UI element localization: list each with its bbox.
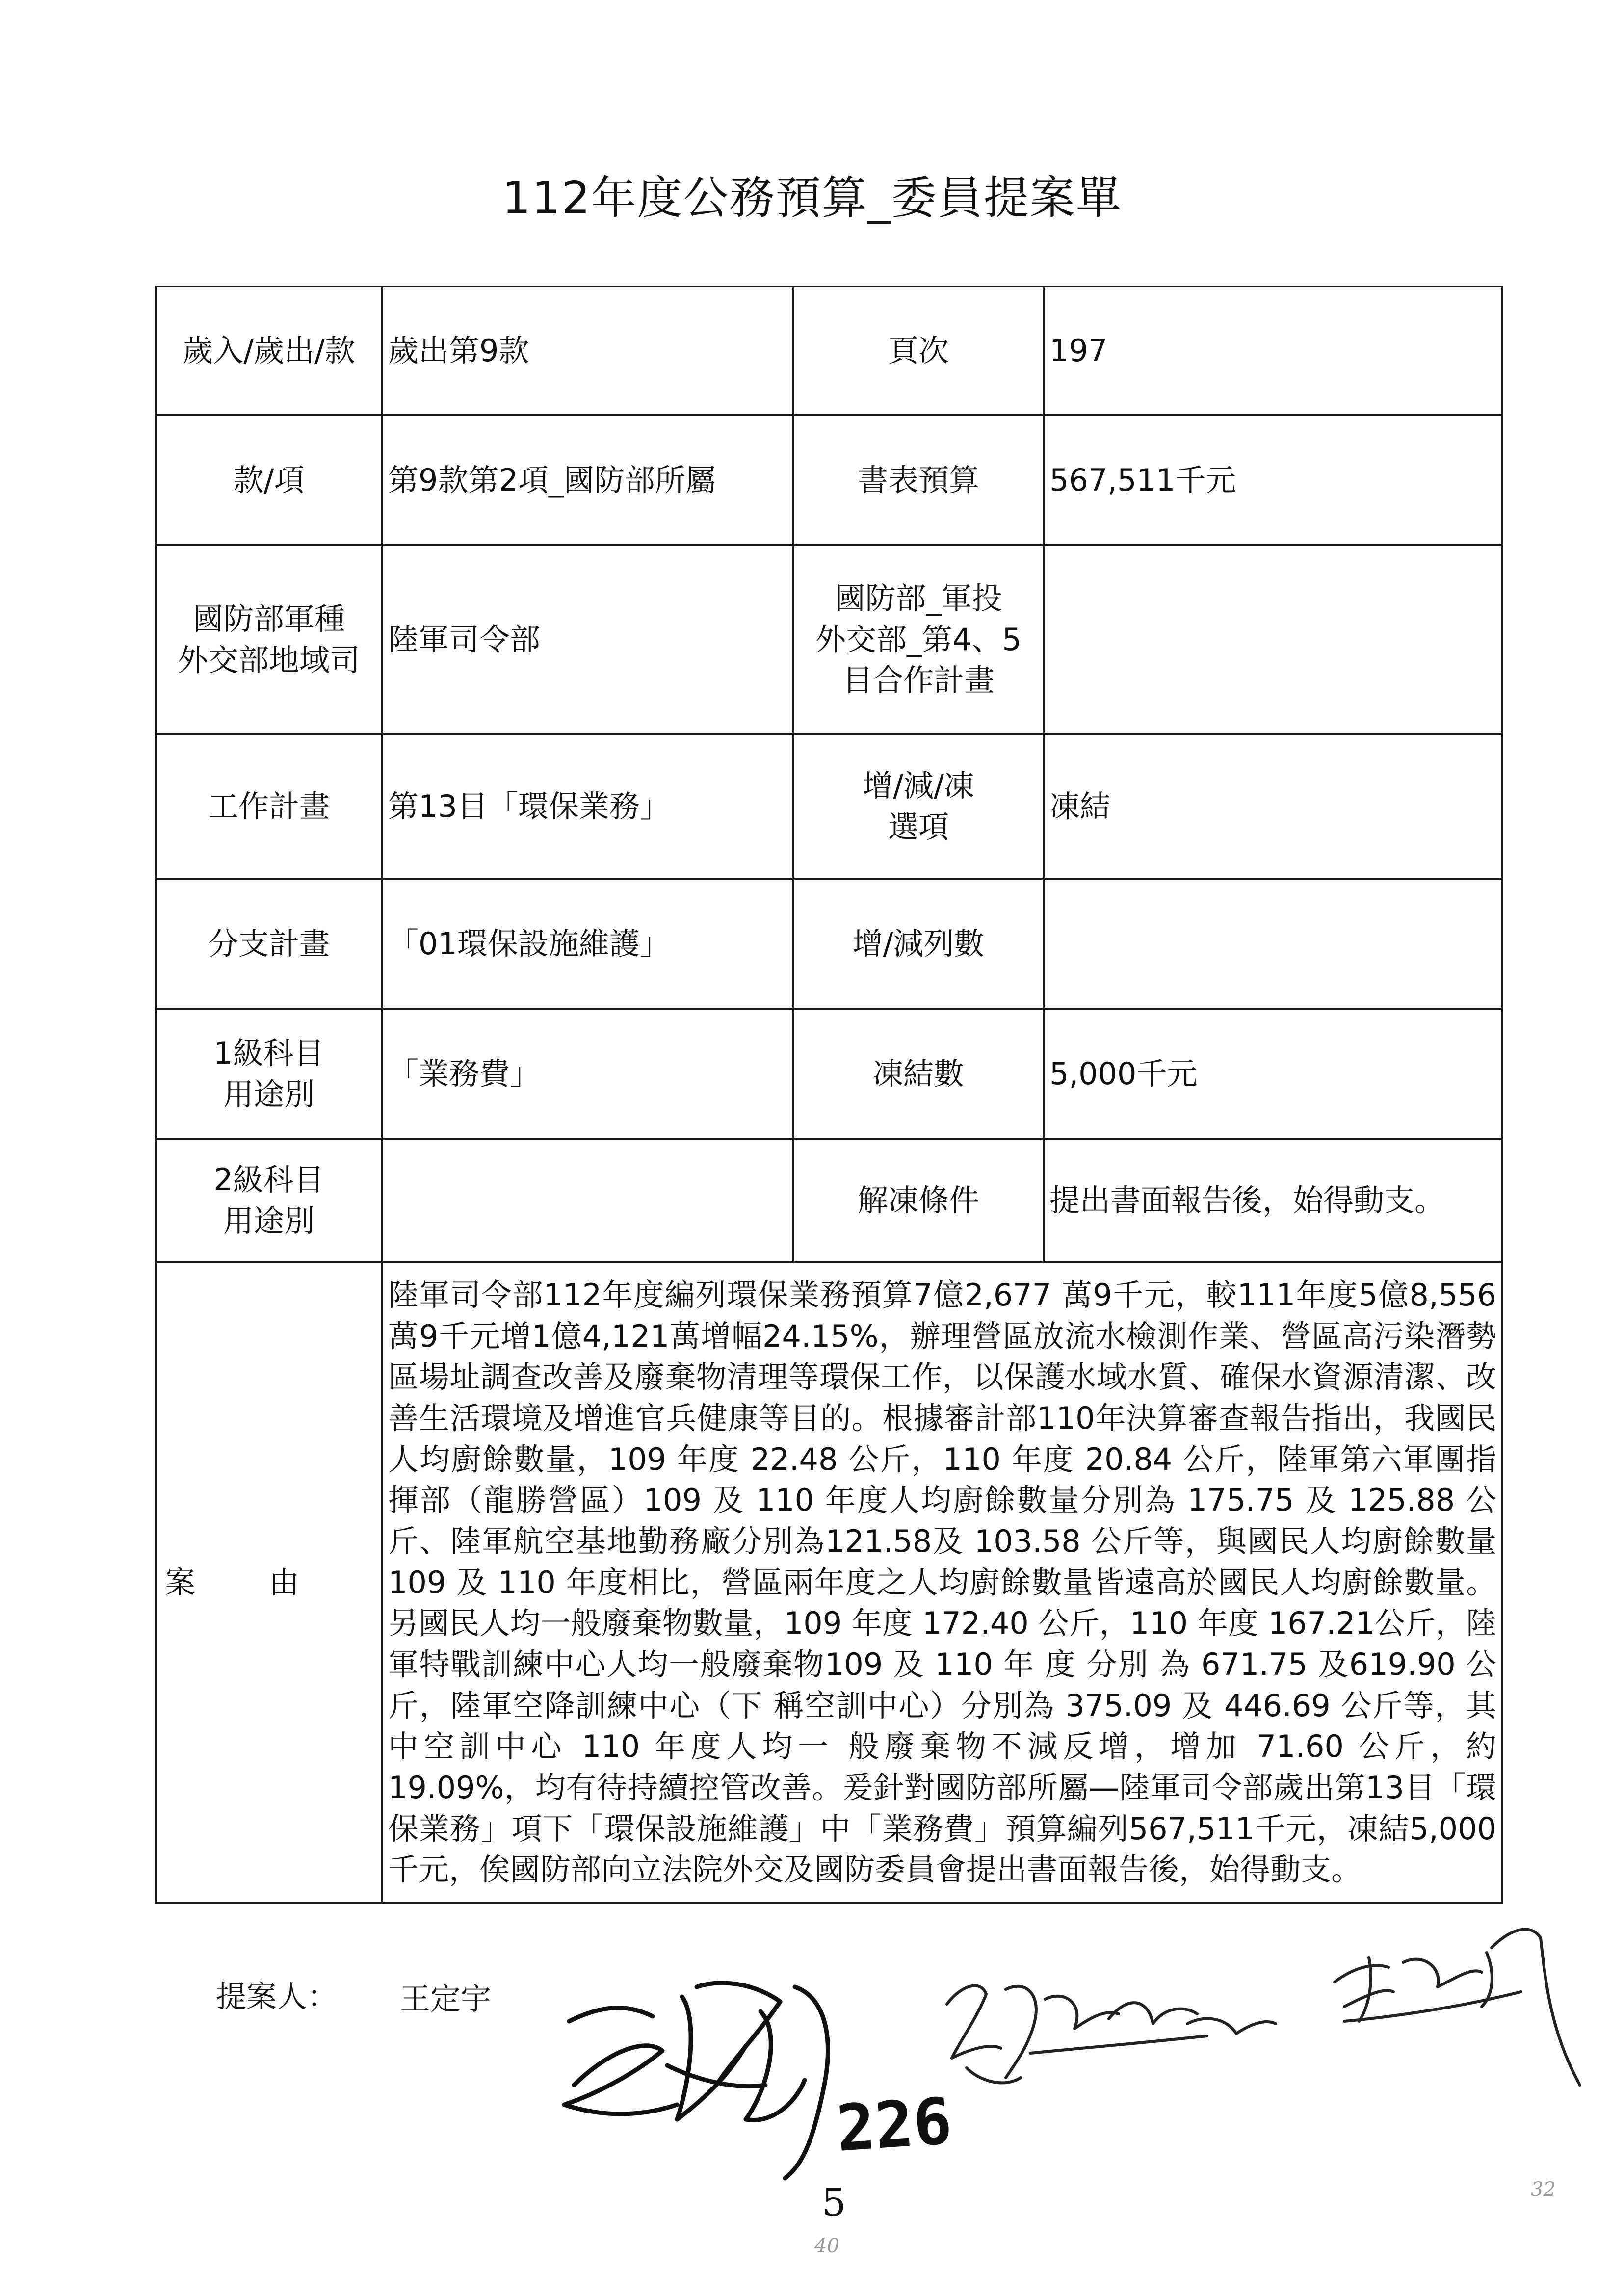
- field-label-line: 外交部_第4、5: [815, 621, 1022, 657]
- field-value: 提出書面報告後，始得動支。: [1044, 1139, 1502, 1262]
- reason-label: 案由: [156, 1262, 382, 1903]
- form-row: [156, 1139, 1502, 1262]
- field-value: [382, 1139, 793, 1262]
- field-value: 第13目「環保業務」: [382, 734, 793, 879]
- field-label-line: 目合作計畫: [842, 662, 995, 699]
- field-value: 「業務費」: [382, 1009, 793, 1139]
- proposal-form-table: [155, 286, 1503, 1904]
- field-label-line: 國防部軍種: [192, 600, 345, 637]
- field-label: [793, 545, 1044, 734]
- bottom-margin-mark: 40: [814, 2235, 839, 2257]
- field-label-line: 選項: [888, 809, 949, 845]
- field-label-line: 外交部地域司: [177, 642, 360, 678]
- field-label-line: 1級科目: [213, 1035, 324, 1071]
- form-row: [156, 287, 1502, 415]
- field-label: [156, 1139, 382, 1262]
- field-label: 分支計畫: [156, 879, 382, 1009]
- proposer-name: 王定宇: [400, 1981, 492, 2017]
- field-label: 解凍條件: [793, 1139, 1044, 1262]
- field-value: [1044, 545, 1502, 734]
- field-label-line: 用途別: [223, 1076, 314, 1112]
- reason-text: 陸軍司令部112年度編列環保業務預算7億2,677 萬9千元，較111年度5億8,556萬9千元增1億4,121萬增幅24.15%，辦理營區放流水檢測作業、營區高污染潛勢區場址調查改善及廢棄物清理等環保工作，以保護水域水質、確保水資源清潔、改善生活環境及增進官兵健康等目的。根據審計部110年決算審查報告指出，我國民人均廚餘數量，109 年度 22.48 公斤，110 年度 20.84 公斤，陸軍第六軍團指揮部（龍勝營區）109 及 110 年度人均廚餘數量分別為 175.75 及 125.88 公斤、陸軍航空基地勤務廠分別為121.58及 103.58 公斤等，與國民人均廚餘數量 109 及 110 年度相比，營區兩年度之人均廚餘數量皆遠高於國民人均廚餘數量。另國民人均一般廢棄物數量，109 年度 172.40 公斤，110 年度 167.21公斤，陸軍特戰訓練中心人均一般廢棄物109 及 110 年 度 分別 為 671.75 及619.90 公斤，陸軍空降訓練中心（下 稱空訓中心）分別為 375.09 及 446.69 公斤等，其中空訓中心 110 年度人均一 般廢棄物不減反增，增加 71.60 公斤，約 19.09%，均有待持續控管改善。爰針對國防部所屬—陸軍司令部歲出第13目「環保業務」項下「環保設施維護」中「業務費」預算編列567,511千元，凍結5,000千元，俟國防部向立法院外交及國防委員會提出書面報告後，始得動支。: [382, 1262, 1502, 1903]
- field-label: 工作計畫: [156, 734, 382, 879]
- signature-1: [550, 1957, 864, 2188]
- field-value: 第9款第2項_國防部所屬: [382, 415, 793, 545]
- right-margin-mark: 32: [1531, 2178, 1556, 2201]
- page-title: 112年度公務預算_委員提案單: [502, 172, 1122, 224]
- field-value: 凍結: [1044, 734, 1502, 879]
- field-value: 197: [1044, 287, 1502, 415]
- field-value: 「01環保設施維護」: [382, 879, 793, 1009]
- field-label: 頁次: [793, 287, 1044, 415]
- field-label: [793, 734, 1044, 879]
- signature-2: [932, 1950, 1285, 2102]
- field-label: 書表預算: [793, 415, 1044, 545]
- field-value: 歲出第9款: [382, 287, 793, 415]
- form-row: [156, 879, 1502, 1009]
- field-label-line: 增/減/凍: [863, 767, 974, 804]
- field-label: [156, 545, 382, 734]
- field-label: [156, 1009, 382, 1139]
- field-value: [1044, 879, 1502, 1009]
- form-row: [156, 1009, 1502, 1139]
- proposer-label: 提案人：: [216, 1979, 338, 2014]
- field-label-line: 國防部_軍投: [835, 580, 1002, 616]
- field-label-line: 用途別: [223, 1203, 314, 1239]
- field-value: 5,000千元: [1044, 1009, 1502, 1139]
- reason-row: [156, 1262, 1502, 1903]
- page-number: 5: [822, 2181, 846, 2225]
- field-label: 歲入/歲出/款: [156, 287, 382, 415]
- handwritten-number: 226: [834, 2083, 954, 2166]
- signature-3: [1325, 1908, 1599, 2105]
- field-label: 款/項: [156, 415, 382, 545]
- field-label: 增/減列數: [793, 879, 1044, 1009]
- form-row: [156, 734, 1502, 879]
- form-row: [156, 415, 1502, 545]
- field-value: 陸軍司令部: [382, 545, 793, 734]
- field-label: 凍結數: [793, 1009, 1044, 1139]
- field-label-line: 2級科目: [213, 1162, 324, 1198]
- field-value: 567,511千元: [1044, 415, 1502, 545]
- form-row: [156, 545, 1502, 734]
